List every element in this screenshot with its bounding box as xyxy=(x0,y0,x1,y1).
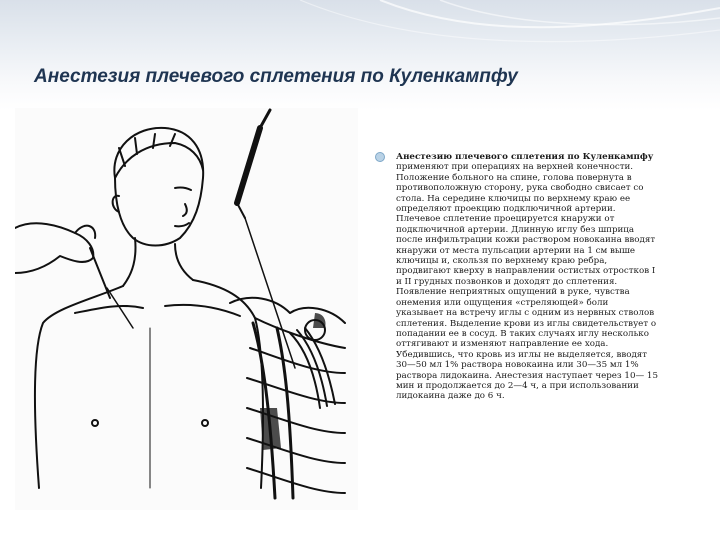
diamond-bullet-icon xyxy=(373,150,387,164)
header-wave-decoration xyxy=(0,0,720,110)
anesthesia-illustration xyxy=(15,108,358,510)
bullet-body-text: применяют при операциях на верхней конечности. Положение больного на спине, голова повернута в противоположную сторону, рука свободно свисает со стола. На середине ключицы по верхнему краю ее определяют проекцию подключичной артерии. Плечевое сплетение проецируется кнаружи от подключичной артерии. Длинную иглу без шприца после инфильтрации кожи раствором новокаина вводят кнаружи от места пульсации артерии на 1 см выше ключицы и, скользя по верхнему краю ребра, продвигают кверху в направлении остистых отростков I и II грудных позвонков и доходят до сплетения. Появление неприятных ощущений в руке, чувства онемения или ощущения «стреляющей» боли указывает на встречу иглы с одним из нервных стволов сплетения. Выделение крови из иглы свидетельствует о попадании ее в сосуд. В таких случаях иглу несколько оттягивают и изменяют направление ее хода. Убедившись, что кровь из иглы не выделяется, вводят 30—50 мл 1% раствора новокаина или 30—35 мл 1% раствора лидокаина. Анестезия наступает через 10— 15 мин и продолжается до 2—4 ч, а при использовании лидокаина даже до 6 ч. xyxy=(396,162,658,402)
slide-body-text xyxy=(396,152,658,402)
bullet-lead-text: Анестезию плечевого сплетения по Куленкампфу xyxy=(396,152,654,162)
slide-title: Анестезия плечевого сплетения по Куленкампфу xyxy=(34,66,518,87)
anesthesia-drawing xyxy=(15,108,358,510)
